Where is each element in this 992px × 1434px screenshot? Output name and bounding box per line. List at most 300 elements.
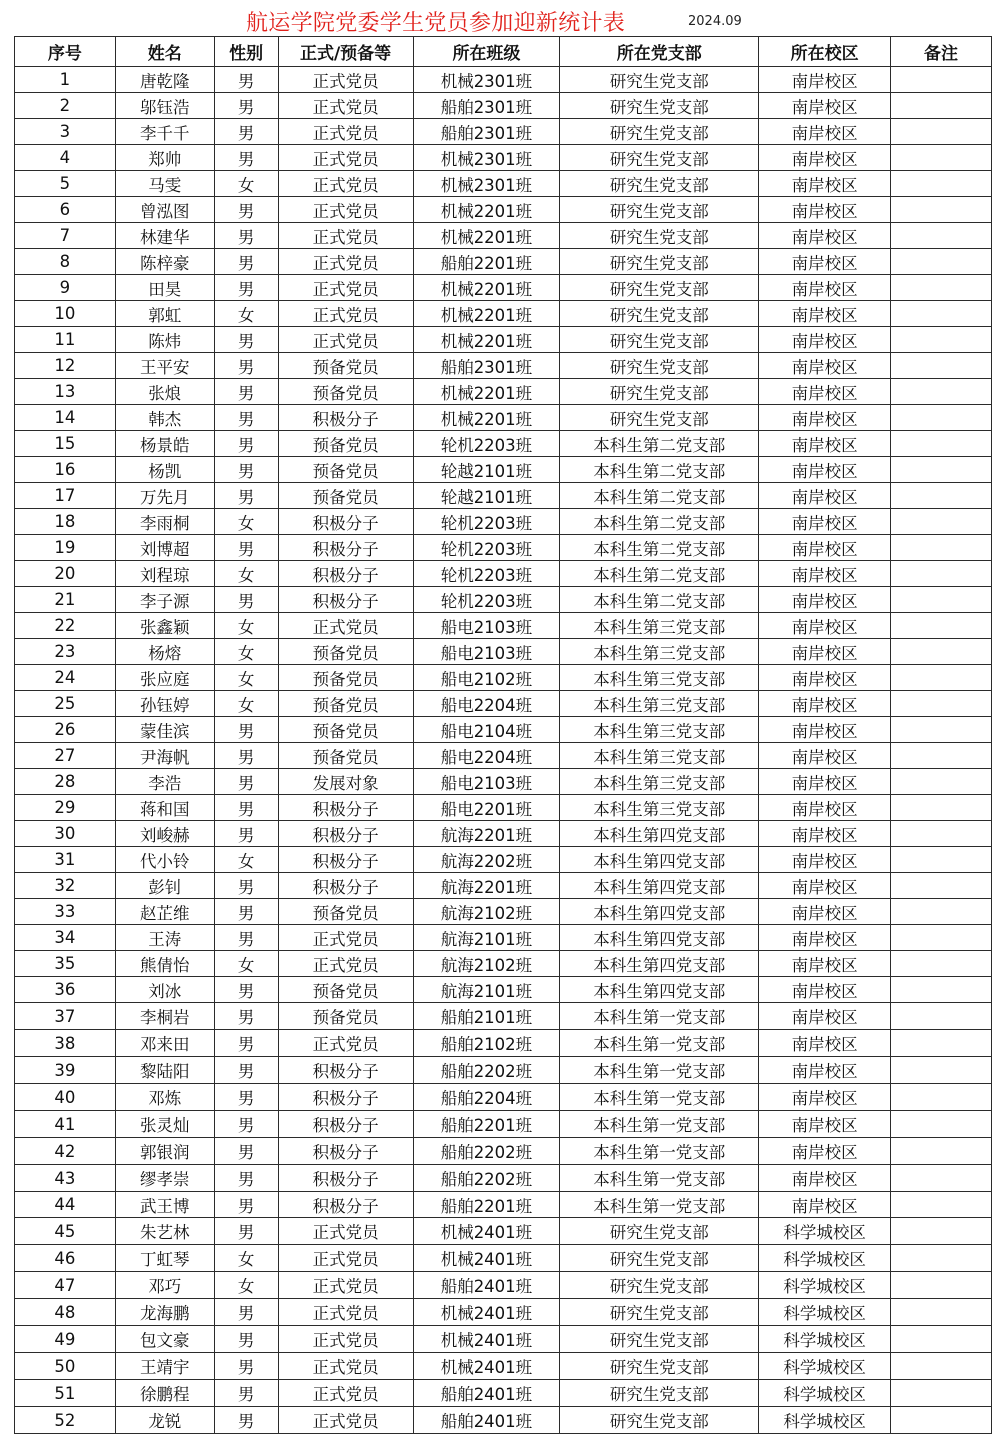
cell-gender: 男	[214, 587, 278, 613]
cell-status: 正式党员	[278, 1030, 413, 1057]
cell-index: 24	[15, 665, 116, 691]
cell-campus: 南岸校区	[759, 1003, 891, 1030]
cell-name: 杨景皓	[115, 431, 214, 457]
cell-status: 正式党员	[278, 301, 413, 327]
cell-class: 船电2103班	[413, 639, 560, 665]
cell-name: 张灵灿	[115, 1111, 214, 1138]
date-label: 2024.09	[688, 14, 742, 29]
cell-branch: 研究生党支部	[560, 223, 759, 249]
cell-gender: 男	[214, 899, 278, 925]
cell-class: 机械2401班	[413, 1218, 560, 1245]
cell-status: 正式党员	[278, 1353, 413, 1380]
cell-status: 正式党员	[278, 1380, 413, 1407]
cell-campus: 南岸校区	[759, 795, 891, 821]
cell-index: 50	[15, 1353, 116, 1380]
cell-status: 正式党员	[278, 249, 413, 275]
cell-name: 徐鹏程	[115, 1380, 214, 1407]
cell-branch: 本科生第三党支部	[560, 665, 759, 691]
cell-class: 航海2201班	[413, 873, 560, 899]
cell-remark	[891, 899, 992, 925]
cell-name: 杨凯	[115, 457, 214, 483]
table-row	[15, 1326, 992, 1353]
cell-class: 船电2201班	[413, 795, 560, 821]
cell-gender: 男	[214, 327, 278, 353]
col-header-branch: 所在党支部	[560, 37, 759, 67]
cell-index: 21	[15, 587, 116, 613]
table-row	[15, 951, 992, 977]
header-row	[15, 37, 992, 67]
table-row	[15, 587, 992, 613]
cell-class: 轮机2203班	[413, 431, 560, 457]
cell-index: 18	[15, 509, 116, 535]
table-row	[15, 1353, 992, 1380]
cell-class: 航海2101班	[413, 977, 560, 1003]
cell-name: 李桐岩	[115, 1003, 214, 1030]
cell-name: 田昊	[115, 275, 214, 301]
table-row	[15, 925, 992, 951]
cell-class: 船舶2401班	[413, 1272, 560, 1299]
cell-index: 41	[15, 1111, 116, 1138]
cell-branch: 本科生第一党支部	[560, 1111, 759, 1138]
cell-gender: 女	[214, 613, 278, 639]
cell-branch: 研究生党支部	[560, 1218, 759, 1245]
table-row	[15, 1111, 992, 1138]
cell-gender: 女	[214, 301, 278, 327]
cell-campus: 南岸校区	[759, 457, 891, 483]
cell-gender: 男	[214, 249, 278, 275]
cell-index: 34	[15, 925, 116, 951]
cell-gender: 男	[214, 743, 278, 769]
cell-branch: 研究生党支部	[560, 197, 759, 223]
cell-remark	[891, 379, 992, 405]
cell-index: 28	[15, 769, 116, 795]
cell-remark	[891, 353, 992, 379]
cell-index: 30	[15, 821, 116, 847]
cell-branch: 本科生第三党支部	[560, 613, 759, 639]
cell-status: 正式党员	[278, 327, 413, 353]
cell-branch: 本科生第一党支部	[560, 1084, 759, 1111]
cell-campus: 南岸校区	[759, 1165, 891, 1192]
table-row	[15, 769, 992, 795]
cell-index: 13	[15, 379, 116, 405]
cell-name: 李千千	[115, 119, 214, 145]
cell-campus: 南岸校区	[759, 379, 891, 405]
cell-index: 16	[15, 457, 116, 483]
cell-remark	[891, 1138, 992, 1165]
cell-name: 李雨桐	[115, 509, 214, 535]
cell-gender: 男	[214, 1326, 278, 1353]
col-header-remark: 备注	[891, 37, 992, 67]
table-row	[15, 1218, 992, 1245]
cell-gender: 女	[214, 561, 278, 587]
cell-campus: 南岸校区	[759, 665, 891, 691]
cell-branch: 研究生党支部	[560, 353, 759, 379]
cell-class: 船电2204班	[413, 743, 560, 769]
cell-index: 35	[15, 951, 116, 977]
cell-campus: 科学城校区	[759, 1326, 891, 1353]
cell-remark	[891, 821, 992, 847]
cell-status: 正式党员	[278, 275, 413, 301]
cell-name: 赵芷维	[115, 899, 214, 925]
cell-remark	[891, 1380, 992, 1407]
cell-class: 机械2401班	[413, 1245, 560, 1272]
cell-remark	[891, 197, 992, 223]
cell-gender: 男	[214, 379, 278, 405]
cell-campus: 科学城校区	[759, 1380, 891, 1407]
cell-name: 陈炜	[115, 327, 214, 353]
cell-remark	[891, 639, 992, 665]
cell-index: 12	[15, 353, 116, 379]
cell-remark	[891, 275, 992, 301]
cell-gender: 男	[214, 431, 278, 457]
cell-status: 正式党员	[278, 1407, 413, 1434]
col-header-gender: 性别	[214, 37, 278, 67]
cell-branch: 研究生党支部	[560, 67, 759, 93]
cell-campus: 南岸校区	[759, 483, 891, 509]
table-row	[15, 873, 992, 899]
cell-name: 王靖宇	[115, 1353, 214, 1380]
cell-remark	[891, 67, 992, 93]
cell-name: 尹海帆	[115, 743, 214, 769]
table-row	[15, 171, 992, 197]
cell-name: 代小铃	[115, 847, 214, 873]
cell-class: 船舶2101班	[413, 1003, 560, 1030]
cell-campus: 南岸校区	[759, 119, 891, 145]
cell-gender: 男	[214, 1084, 278, 1111]
cell-branch: 本科生第二党支部	[560, 483, 759, 509]
cell-campus: 南岸校区	[759, 145, 891, 171]
table-row	[15, 1003, 992, 1030]
cell-remark	[891, 1299, 992, 1326]
cell-gender: 男	[214, 1030, 278, 1057]
table-row	[15, 639, 992, 665]
table-row	[15, 743, 992, 769]
cell-name: 张鑫颖	[115, 613, 214, 639]
cell-index: 45	[15, 1218, 116, 1245]
cell-remark	[891, 847, 992, 873]
table-body	[15, 67, 992, 1434]
cell-remark	[891, 223, 992, 249]
cell-campus: 南岸校区	[759, 639, 891, 665]
cell-branch: 本科生第四党支部	[560, 977, 759, 1003]
cell-gender: 女	[214, 1245, 278, 1272]
cell-gender: 男	[214, 223, 278, 249]
cell-name: 邓来田	[115, 1030, 214, 1057]
cell-status: 正式党员	[278, 1245, 413, 1272]
cell-name: 杨熔	[115, 639, 214, 665]
cell-name: 张应庭	[115, 665, 214, 691]
cell-name: 张烺	[115, 379, 214, 405]
cell-branch: 本科生第三党支部	[560, 743, 759, 769]
cell-status: 正式党员	[278, 93, 413, 119]
cell-branch: 本科生第三党支部	[560, 691, 759, 717]
cell-name: 邓巧	[115, 1272, 214, 1299]
table-row	[15, 899, 992, 925]
cell-index: 25	[15, 691, 116, 717]
cell-index: 1	[15, 67, 116, 93]
cell-index: 2	[15, 93, 116, 119]
cell-status: 积极分子	[278, 561, 413, 587]
cell-campus: 南岸校区	[759, 431, 891, 457]
cell-name: 李子源	[115, 587, 214, 613]
cell-remark	[891, 691, 992, 717]
cell-name: 郑帅	[115, 145, 214, 171]
cell-gender: 男	[214, 535, 278, 561]
cell-remark	[891, 1326, 992, 1353]
cell-index: 36	[15, 977, 116, 1003]
cell-campus: 南岸校区	[759, 561, 891, 587]
cell-class: 航海2201班	[413, 821, 560, 847]
cell-name: 彭钊	[115, 873, 214, 899]
cell-gender: 男	[214, 873, 278, 899]
cell-status: 正式党员	[278, 223, 413, 249]
cell-branch: 研究生党支部	[560, 171, 759, 197]
cell-gender: 女	[214, 847, 278, 873]
cell-class: 航海2102班	[413, 951, 560, 977]
cell-name: 刘程琼	[115, 561, 214, 587]
cell-status: 正式党员	[278, 951, 413, 977]
cell-status: 积极分子	[278, 821, 413, 847]
table-row	[15, 1272, 992, 1299]
table-row	[15, 1245, 992, 1272]
cell-index: 33	[15, 899, 116, 925]
cell-campus: 南岸校区	[759, 301, 891, 327]
cell-gender: 男	[214, 717, 278, 743]
table-row	[15, 1084, 992, 1111]
cell-index: 44	[15, 1192, 116, 1218]
table-row	[15, 275, 992, 301]
statistics-table	[14, 36, 992, 1434]
table-row	[15, 223, 992, 249]
cell-gender: 男	[214, 353, 278, 379]
cell-branch: 本科生第四党支部	[560, 925, 759, 951]
cell-index: 17	[15, 483, 116, 509]
cell-remark	[891, 743, 992, 769]
cell-campus: 南岸校区	[759, 899, 891, 925]
cell-name: 邓炼	[115, 1084, 214, 1111]
cell-index: 10	[15, 301, 116, 327]
cell-campus: 南岸校区	[759, 67, 891, 93]
cell-class: 船舶2202班	[413, 1165, 560, 1192]
cell-gender: 男	[214, 1353, 278, 1380]
cell-index: 19	[15, 535, 116, 561]
cell-gender: 男	[214, 821, 278, 847]
table-row	[15, 795, 992, 821]
cell-branch: 本科生第四党支部	[560, 899, 759, 925]
table-row	[15, 249, 992, 275]
cell-index: 51	[15, 1380, 116, 1407]
cell-remark	[891, 1272, 992, 1299]
cell-gender: 男	[214, 145, 278, 171]
cell-gender: 女	[214, 171, 278, 197]
cell-campus: 南岸校区	[759, 171, 891, 197]
cell-campus: 南岸校区	[759, 327, 891, 353]
cell-gender: 女	[214, 1272, 278, 1299]
cell-remark	[891, 249, 992, 275]
cell-gender: 女	[214, 691, 278, 717]
cell-status: 积极分子	[278, 1138, 413, 1165]
cell-index: 37	[15, 1003, 116, 1030]
cell-remark	[891, 587, 992, 613]
cell-status: 积极分子	[278, 1084, 413, 1111]
cell-class: 机械2401班	[413, 1353, 560, 1380]
cell-class: 机械2201班	[413, 301, 560, 327]
cell-status: 预备党员	[278, 977, 413, 1003]
cell-campus: 南岸校区	[759, 249, 891, 275]
cell-remark	[891, 1165, 992, 1192]
cell-index: 39	[15, 1057, 116, 1084]
cell-gender: 女	[214, 951, 278, 977]
cell-campus: 科学城校区	[759, 1272, 891, 1299]
cell-campus: 南岸校区	[759, 821, 891, 847]
table-row	[15, 1165, 992, 1192]
cell-status: 积极分子	[278, 587, 413, 613]
cell-remark	[891, 1192, 992, 1218]
cell-campus: 科学城校区	[759, 1353, 891, 1380]
cell-status: 积极分子	[278, 535, 413, 561]
cell-status: 预备党员	[278, 457, 413, 483]
table-row	[15, 509, 992, 535]
cell-campus: 南岸校区	[759, 613, 891, 639]
cell-status: 积极分子	[278, 795, 413, 821]
cell-branch: 研究生党支部	[560, 249, 759, 275]
cell-campus: 南岸校区	[759, 509, 891, 535]
cell-branch: 本科生第二党支部	[560, 561, 759, 587]
cell-index: 26	[15, 717, 116, 743]
cell-index: 15	[15, 431, 116, 457]
table-row	[15, 457, 992, 483]
table-row	[15, 483, 992, 509]
cell-class: 航海2101班	[413, 925, 560, 951]
cell-status: 积极分子	[278, 1192, 413, 1218]
cell-status: 积极分子	[278, 847, 413, 873]
cell-branch: 本科生第一党支部	[560, 1003, 759, 1030]
cell-branch: 本科生第二党支部	[560, 587, 759, 613]
cell-branch: 本科生第四党支部	[560, 847, 759, 873]
cell-gender: 男	[214, 93, 278, 119]
cell-name: 李浩	[115, 769, 214, 795]
cell-gender: 女	[214, 665, 278, 691]
table-row	[15, 301, 992, 327]
cell-remark	[891, 717, 992, 743]
cell-index: 38	[15, 1030, 116, 1057]
cell-class: 机械2301班	[413, 145, 560, 171]
cell-class: 轮机2203班	[413, 561, 560, 587]
cell-remark	[891, 925, 992, 951]
cell-status: 正式党员	[278, 1272, 413, 1299]
cell-remark	[891, 561, 992, 587]
cell-branch: 研究生党支部	[560, 1299, 759, 1326]
table-row	[15, 847, 992, 873]
table-row	[15, 1030, 992, 1057]
cell-name: 韩杰	[115, 405, 214, 431]
cell-class: 机械2301班	[413, 67, 560, 93]
cell-campus: 南岸校区	[759, 743, 891, 769]
cell-branch: 本科生第二党支部	[560, 457, 759, 483]
cell-class: 船舶2201班	[413, 1192, 560, 1218]
cell-remark	[891, 93, 992, 119]
cell-remark	[891, 665, 992, 691]
cell-branch: 本科生第三党支部	[560, 769, 759, 795]
cell-gender: 男	[214, 275, 278, 301]
cell-status: 积极分子	[278, 1165, 413, 1192]
cell-branch: 研究生党支部	[560, 379, 759, 405]
cell-class: 机械2201班	[413, 379, 560, 405]
cell-campus: 南岸校区	[759, 405, 891, 431]
cell-status: 积极分子	[278, 405, 413, 431]
cell-branch: 本科生第一党支部	[560, 1192, 759, 1218]
table-row	[15, 379, 992, 405]
cell-class: 机械2401班	[413, 1326, 560, 1353]
cell-branch: 本科生第三党支部	[560, 639, 759, 665]
col-header-index: 序号	[15, 37, 116, 67]
table-row	[15, 977, 992, 1003]
cell-status: 预备党员	[278, 691, 413, 717]
cell-remark	[891, 405, 992, 431]
cell-index: 49	[15, 1326, 116, 1353]
cell-campus: 南岸校区	[759, 353, 891, 379]
cell-gender: 男	[214, 1111, 278, 1138]
cell-remark	[891, 535, 992, 561]
table-row	[15, 1380, 992, 1407]
cell-class: 船舶2204班	[413, 1084, 560, 1111]
cell-remark	[891, 1218, 992, 1245]
cell-index: 5	[15, 171, 116, 197]
table-row	[15, 145, 992, 171]
cell-class: 航海2202班	[413, 847, 560, 873]
cell-class: 轮越2101班	[413, 483, 560, 509]
cell-gender: 男	[214, 1299, 278, 1326]
cell-index: 46	[15, 1245, 116, 1272]
cell-index: 11	[15, 327, 116, 353]
cell-remark	[891, 431, 992, 457]
cell-name: 唐乾隆	[115, 67, 214, 93]
cell-index: 40	[15, 1084, 116, 1111]
cell-class: 船舶2202班	[413, 1057, 560, 1084]
cell-remark	[891, 119, 992, 145]
cell-status: 预备党员	[278, 1003, 413, 1030]
cell-name: 丁虹琴	[115, 1245, 214, 1272]
cell-status: 正式党员	[278, 925, 413, 951]
cell-branch: 本科生第一党支部	[560, 1138, 759, 1165]
cell-branch: 本科生第二党支部	[560, 535, 759, 561]
cell-index: 23	[15, 639, 116, 665]
cell-branch: 研究生党支部	[560, 275, 759, 301]
cell-index: 8	[15, 249, 116, 275]
cell-gender: 男	[214, 1380, 278, 1407]
cell-class: 船舶2401班	[413, 1407, 560, 1434]
cell-remark	[891, 951, 992, 977]
cell-status: 预备党员	[278, 717, 413, 743]
cell-index: 4	[15, 145, 116, 171]
cell-branch: 本科生第一党支部	[560, 1057, 759, 1084]
cell-status: 积极分子	[278, 873, 413, 899]
cell-campus: 南岸校区	[759, 223, 891, 249]
cell-branch: 本科生第二党支部	[560, 509, 759, 535]
cell-gender: 男	[214, 1003, 278, 1030]
cell-status: 预备党员	[278, 743, 413, 769]
cell-class: 机械2201班	[413, 405, 560, 431]
cell-gender: 男	[214, 1138, 278, 1165]
cell-name: 王平安	[115, 353, 214, 379]
cell-branch: 本科生第四党支部	[560, 951, 759, 977]
cell-name: 黎陆阳	[115, 1057, 214, 1084]
cell-index: 27	[15, 743, 116, 769]
cell-name: 王涛	[115, 925, 214, 951]
cell-status: 预备党员	[278, 379, 413, 405]
cell-gender: 男	[214, 457, 278, 483]
cell-status: 正式党员	[278, 1326, 413, 1353]
